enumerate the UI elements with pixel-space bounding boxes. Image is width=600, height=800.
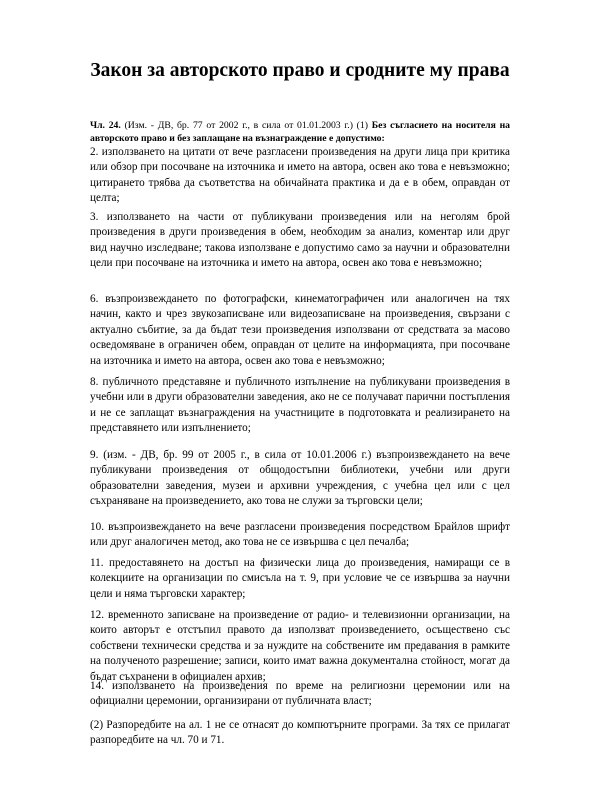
paragraph-item-14: 14. използването на произведения по време на религиозни церемонии или на официални церемонии, организирани от публичната власт; — [90, 680, 510, 708]
paragraph-item-10: 10. възпроизвеждането на вече разгласени произведения посредством Брайлов шрифт или друг аналогичен метод, ако това не се извършва с цел печалба; — [90, 521, 510, 549]
paragraph-item-8: 8. публичното представяне и публичното изпълнение на публикувани произведения в учебни или в други образователни заведения, ако не се получават парични постъпления и не се заплащат възнаграждения на участниците в подготовката и реализирането на представянето или изпълнението; — [90, 376, 510, 435]
paragraph-item-3: 3. използването на части от публикувани произведения или на неголям брой произведения в други произведения в обем, необходим за анализ, коментар или друг вид научно изследване; такова използване е допустимо само за научни и образователни цели при посочване на източника и името на автора, освен ако това е невъзможно; — [90, 211, 510, 270]
paragraph-item-12: 12. временното записване на произведение от радио- и телевизионни организации, на които авторът е отстъпил правото да използват произведението, осъществено със собствени технически средства и за нуждите на собствените им предавания в рамките на полученото разрешение; записи, които имат важна документална стойност, могат да бъдат съхранени в официален архив; — [90, 609, 510, 683]
paragraph-item-2: 2. използването на цитати от вече разгласени произведения на други лица при критика или обзор при посочване на източника и името на автора, освен ако това е невъзможно; цитирането трябва да съответства на обичайната практика и да е в обем, оправдан от целта; — [90, 146, 510, 205]
paragraph-item-6: 6. възпроизвеждането по фотографски, кинематографичен или аналогичен на тях начин, както и чрез звукозаписване или видеозаписване на произведения, свързани с актуално събитие, за да бъдат тези произведения използвани от средствата за масово осведомяване в ограничен обем, оправдан от целите на информацията, при посочване на източника и името на автора, освен ако това е невъзможно; — [90, 293, 510, 367]
article-intro: Без съгласието на носителя на авторското право и без заплащане на възнаграждение е допустимо: — [90, 120, 511, 144]
article-number: Чл. 24. — [90, 120, 121, 131]
paragraph-item-9: 9. (изм. - ДВ, бр. 99 от 2005 г., в сила от 10.01.2006 г.) възпроизвеждането на вече публикувани произведения от общодостъпни библиотеки, учебни или други образователни заведения, музеи и архивни учреждения, с учебна цел или с цел съхраняване на произведението, ако това не служи за търговски цели; — [90, 449, 510, 508]
paragraph-subsection-2: (2) Разпоредбите на ал. 1 не се отнасят до компютърните програми. За тях се прилагат разпоредбите на чл. 70 и 71. — [90, 719, 510, 747]
page-title: Закон за авторското право и сродните му права — [90, 60, 510, 81]
article-lead — [90, 120, 510, 145]
article-amendment-note: (Изм. - ДВ, бр. 77 от 2002 г., в сила от 01.01.2003 г.) (1) — [120, 120, 372, 131]
paragraph-item-11: 11. предоставянето на достъп на физически лица до произведения, намиращи се в колекциите на организации по смисъла на т. 9, при условие че се извършва за научни цели и няма търговски характер; — [90, 557, 510, 600]
